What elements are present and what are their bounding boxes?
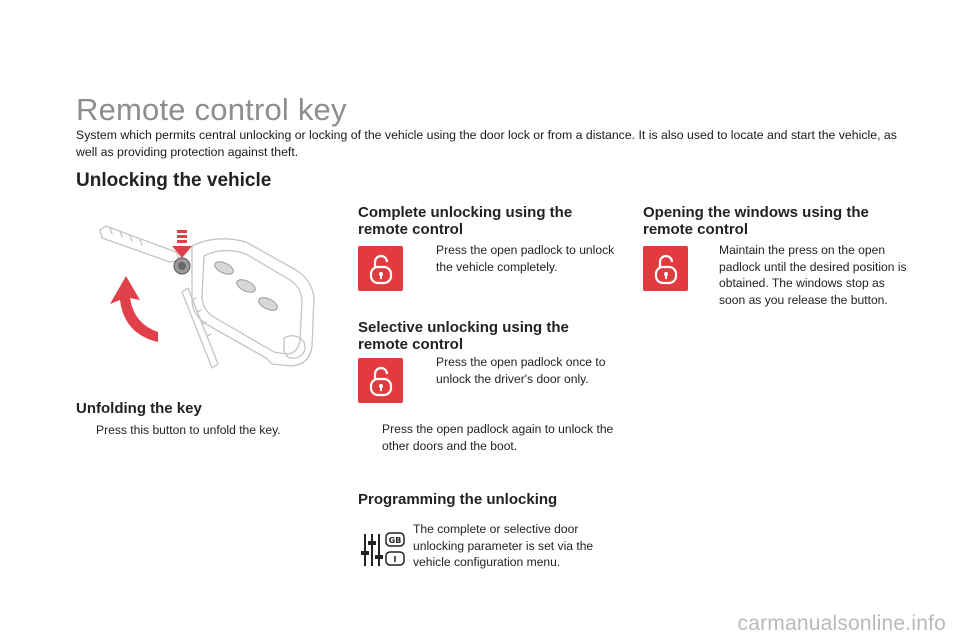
key-illustration xyxy=(96,218,326,380)
windows-bullet xyxy=(699,242,909,308)
selective-unlocking-bullet-2 xyxy=(362,421,628,454)
complete-unlocking-bullet xyxy=(416,242,626,275)
bullet-icon xyxy=(416,354,436,387)
unfolding-bullet xyxy=(76,422,316,439)
configuration-menu-icon xyxy=(360,531,406,569)
unfolding-title: Unfolding the key xyxy=(76,400,202,417)
complete-unlocking-bullet-text: Press the open padlock to unlock the vehicle completely. xyxy=(436,243,615,274)
footer-logo: carmanualsonline.info xyxy=(737,612,946,635)
selective-unlocking-bullet-1-text: Press the open padlock once to unlock the driver's door only. xyxy=(436,355,606,386)
selective-unlocking-bullet-2-text: Press the open padlock again to unlock the other doors and the boot. xyxy=(382,422,614,453)
programming-text: The complete or selective door unlocking parameter is set via the vehicle configuration menu. xyxy=(413,522,594,569)
complete-unlocking-title: Complete unlocking using the remote control xyxy=(358,204,573,238)
bullet-icon xyxy=(416,242,436,275)
programming-title: Programming the unlocking xyxy=(358,491,558,508)
bullet-icon xyxy=(699,242,719,308)
unfolding-bullet-text: Press this button to unfold the key. xyxy=(96,423,281,437)
selective-unlocking-bullet-1 xyxy=(416,354,626,387)
bullet-icon xyxy=(76,422,96,439)
windows-title: Opening the windows using the remote control xyxy=(643,204,869,238)
page-title: Remote control key xyxy=(76,92,347,127)
open-padlock-icon xyxy=(358,358,403,403)
open-padlock-icon xyxy=(358,246,403,291)
intro-text: System which permits central unlocking or locking of the vehicle using the door lock or from a distance. It is also used to locate and start the vehicle, as well as providing protection against theft. xyxy=(76,128,897,159)
open-padlock-icon xyxy=(643,246,688,291)
bullet-icon xyxy=(362,421,382,454)
windows-bullet-text: Maintain the press on the open padlock until the desired position is obtained. The windows stop as soon as you release the button. xyxy=(719,243,907,307)
section-title: Unlocking the vehicle xyxy=(76,170,272,191)
gb-label: GB xyxy=(388,536,402,545)
selective-unlocking-title: Selective unlocking using the remote control xyxy=(358,319,569,353)
i-label: I xyxy=(393,555,397,564)
